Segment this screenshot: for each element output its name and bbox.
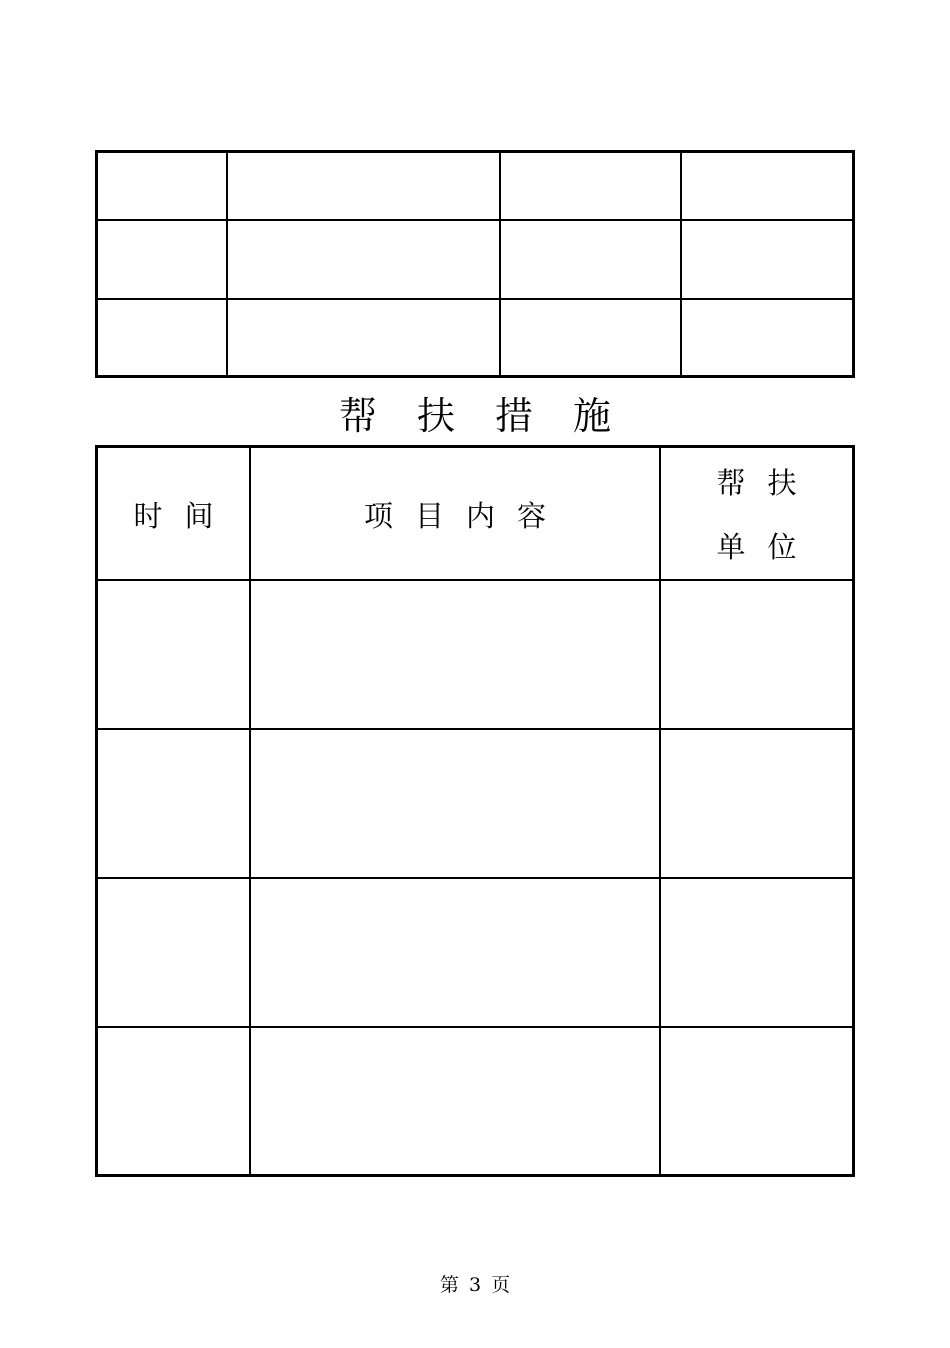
measures-table bbox=[95, 445, 855, 1177]
column-divider bbox=[680, 153, 682, 375]
row-divider bbox=[98, 219, 852, 221]
header-unit-line1: 帮扶 bbox=[716, 465, 819, 500]
header-unit-line2: 单位 bbox=[716, 529, 819, 564]
column-divider bbox=[499, 153, 501, 375]
table-row bbox=[98, 1028, 852, 1174]
header-content: 项目内容 bbox=[363, 499, 568, 533]
header-time: 时间 bbox=[133, 499, 236, 533]
column-divider bbox=[226, 153, 228, 375]
table-row bbox=[98, 879, 852, 1026]
table-row bbox=[98, 581, 852, 728]
section-title: 帮扶措施 bbox=[338, 394, 651, 438]
row-divider bbox=[98, 298, 852, 300]
header-unit bbox=[661, 448, 852, 581]
continued-table bbox=[95, 150, 855, 378]
table-row bbox=[98, 730, 852, 877]
page-number: 第 3 页 bbox=[439, 1274, 511, 1296]
